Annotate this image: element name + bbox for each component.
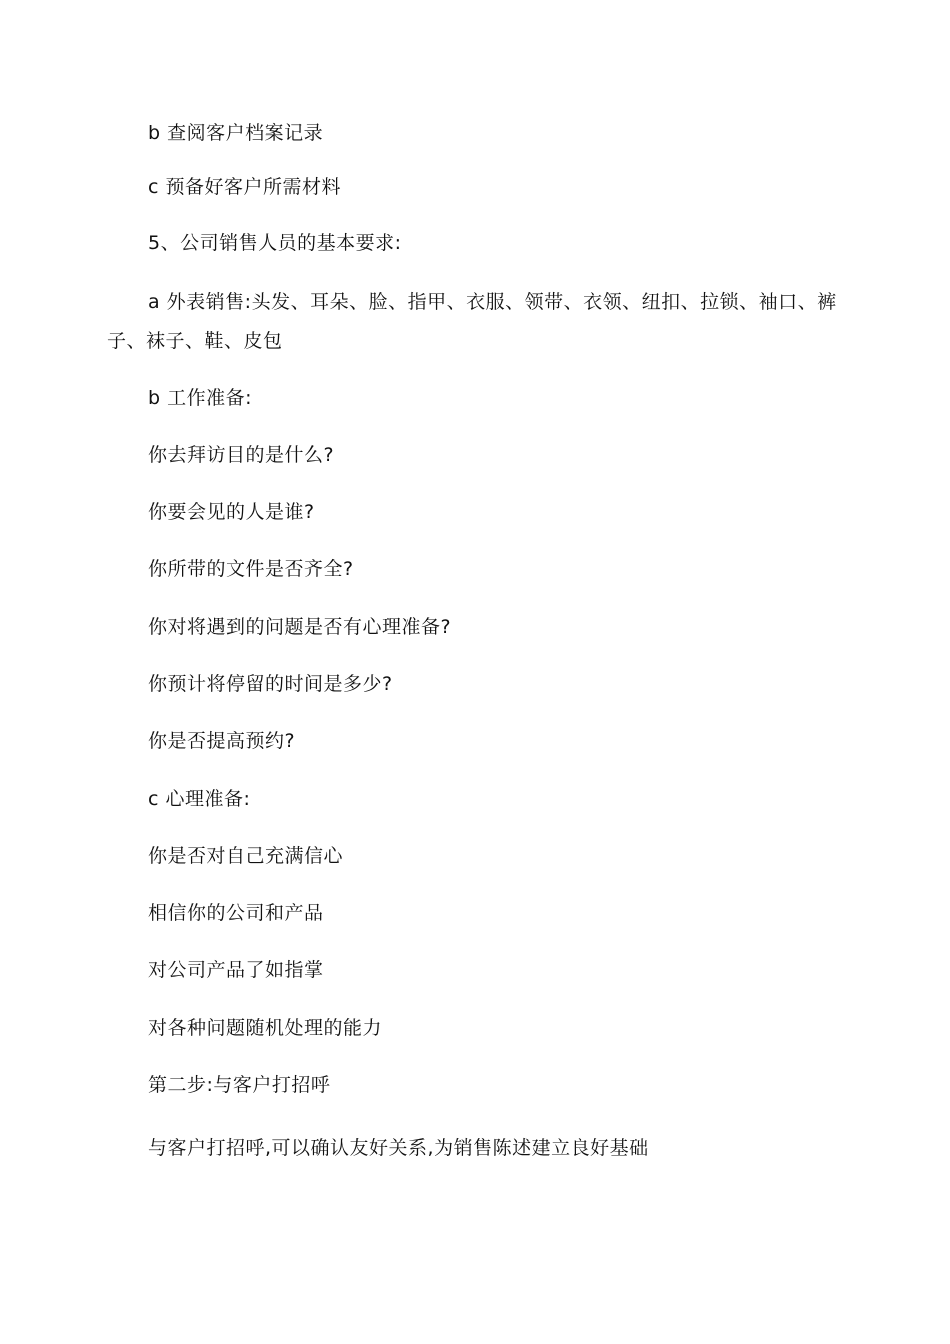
text-line-prepare-materials: c 预备好客户所需材料 xyxy=(148,176,341,198)
text-line-psychological-preparation: c 心理准备: xyxy=(148,788,251,810)
text-line-who-to-meet: 你要会见的人是谁? xyxy=(148,501,315,523)
section-heading-basic-requirements: 5、公司销售人员的基本要求: xyxy=(148,232,402,254)
text-line-mental-readiness-question: 你对将遇到的问题是否有心理准备? xyxy=(148,616,452,638)
text-line-documents-complete: 你所带的文件是否齐全? xyxy=(148,558,354,580)
text-line-check-records: b 查阅客户档案记录 xyxy=(148,122,324,144)
text-line-self-confidence: 你是否对自己充满信心 xyxy=(148,845,344,867)
text-line-know-products: 对公司产品了如指掌 xyxy=(148,959,324,981)
text-line-greeting-purpose: 与客户打招呼,可以确认友好关系,为销售陈述建立良好基础 xyxy=(148,1137,649,1159)
text-line-visit-purpose: 你去拜访目的是什么? xyxy=(148,444,335,466)
text-line-work-preparation: b 工作准备: xyxy=(148,387,253,409)
text-line-handle-problems: 对各种问题随机处理的能力 xyxy=(148,1017,383,1039)
text-line-stay-duration: 你预计将停留的时间是多少? xyxy=(148,673,393,695)
section-heading-step-two: 第二步:与客户打招呼 xyxy=(148,1074,331,1096)
text-line-trust-company: 相信你的公司和产品 xyxy=(148,902,324,924)
text-line-appointment: 你是否提高预约? xyxy=(148,730,296,752)
text-paragraph-appearance: a 外表销售:头发、耳朵、脸、指甲、衣服、领带、衣领、纽扣、拉锁、袖口、裤子、袜子、鞋、皮包 xyxy=(107,291,837,352)
